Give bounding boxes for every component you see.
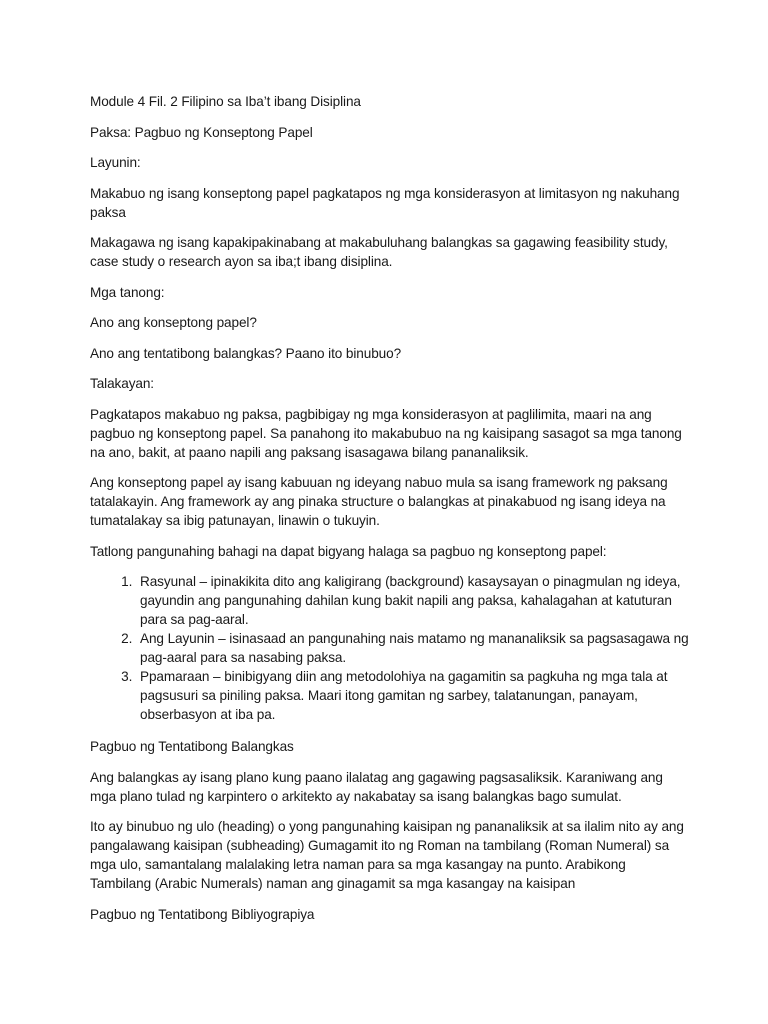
topic-line: Paksa: Pagbuo ng Konseptong Papel [90,124,313,140]
objectives-heading: Layunin: [90,155,141,170]
question-1: Ano ang konseptong papel? [90,315,257,330]
objective-2: Makagawa ng isang kapakipakinabang at makabuluhang balangkas sa gagawing feasibility study, case study o research ayon sa iba;t ibang disiplina. [90,235,668,269]
objective-1: Makabuo ng isang konseptong papel pagkatapos ng mga konsiderasyon at limitasyon ng nakuhang paksa [90,185,680,220]
bibliography-heading: Pagbuo ng Tentatibong Bibliyograpiya [90,906,315,922]
outline-paragraph-2: Ito ay binubuo ng ulo (heading) o yong pangunahing kaisipan ng pananaliksik at sa ilalim nito ay ang pangalawang kaisipan (subheading) Gumagamit ito ng Roman na tambilang (Roman Numeral) sa mga ulo, samantalang malalaking letra naman para sa mga kasangay na punto. Arabikong Tambilang (Arabic Numerals) naman ang ginagamit sa mga kasangay na kaisipan [90,819,684,891]
parts-list [90,572,690,724]
module-title: Module 4 Fil. 2 Filipino sa Iba’t ibang Disiplina [90,94,361,109]
parts-intro: Tatlong pangunahing bahagi na dapat bigyang halaga sa pagbuo ng konseptong papel: [90,543,607,559]
questions-heading: Mga tanong: [90,284,165,300]
list-item: 3. Ppamaraan – binibigyang diin ang metodolohiya na gagamitin sa pagkuha ng mga tala at pagsusuri sa piniling paksa. Maari itong gamitan ng sarbey, talatanungan, panayam, obserbasyon at iba pa. [136,667,690,724]
document-body [90,92,690,935]
discussion-paragraph-1: Pagkatapos makabuo ng paksa, pagbibigay ng mga konsiderasyon at paglilimita, maari na ang pagbuo ng konseptong papel. Sa panahong ito makabubuo na ng kaisipang sasagot sa mga tanong na ano, bakit, at paano napili ang paksang isasagawa bilang pananaliksik. [90,406,682,460]
discussion-paragraph-2: Ang konseptong papel ay isang kabuuan ng ideyang nabuo mula sa isang framework ng paksang tatalakayin. Ang framework ay ang pinaka structure o balangkas at pinakabuod ng isang ideya na tumatalakay sa ibig patunayan, linawin o tukuyin. [90,475,668,528]
list-item: 2. Ang Layunin – isinasaad an pangunahing nais matamo ng mananaliksik sa pagsasagawa ng pag-aaral para sa nasabing paksa. [136,629,690,667]
question-2: Ano ang tentatibong balangkas? Paano ito binubuo? [90,345,402,361]
outline-paragraph-1: Ang balangkas ay isang plano kung paano ilalatag ang gagawing pagsasaliksik. Karaniwang ang mga plano tulad ng karpintero o arkitekto ay nakabatay sa isang balangkas bago sumulat. [90,769,663,804]
outline-heading: Pagbuo ng Tentatibong Balangkas [90,739,294,754]
discussion-heading: Talakayan: [90,376,154,391]
list-item: 1. Rasyunal – ipinakikita dito ang kaligirang (background) kasaysayan o pinagmulan ng ideya, gayundin ang pangunahing dahilan kung bakit napili ang paksa, kahalagahan at katuturan para sa pag-aaral. [136,572,690,629]
